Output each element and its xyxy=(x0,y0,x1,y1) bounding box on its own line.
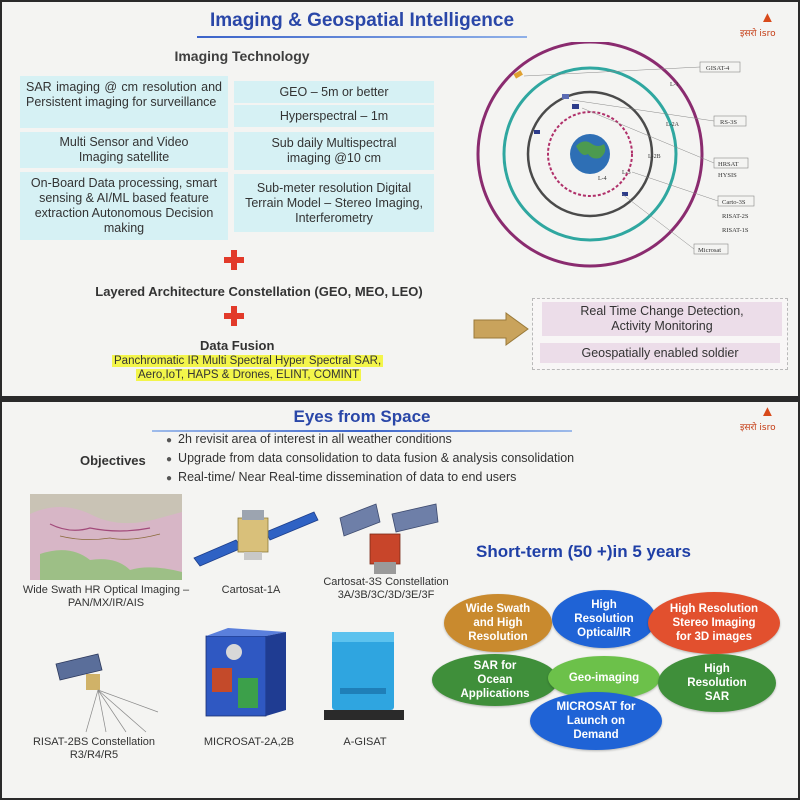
a-gisat-image xyxy=(320,628,408,724)
capability-box: Sub-meter resolution Digital Terrain Model – Stereo Imaging, Interferometry xyxy=(234,174,434,232)
section-title: Imaging Technology xyxy=(174,48,310,64)
short-term-heading: Short-term (50 +)in 5 years xyxy=(476,542,691,561)
capability-box: Sub daily Multispectral imaging @10 cm xyxy=(234,132,434,170)
capability-ellipse-stereo: High Resolution Stereo Imaging for 3D images xyxy=(648,592,780,654)
layered-architecture: Layered Architecture Constellation (GEO, MEO, LEO) xyxy=(95,284,423,299)
objectives-label: Objectives xyxy=(80,453,146,468)
slide-title: Imaging & Geospatial Intelligence xyxy=(209,10,515,31)
orbit-label: RISAT-1S xyxy=(722,227,749,234)
orbit-label: RISAT-2S xyxy=(722,213,749,220)
capability-box: On-Board Data processing, smart sensing & AI/ML based feature extraction Autonomous Decision making xyxy=(20,172,228,240)
ring-label: L-3 xyxy=(622,170,631,176)
data-fusion-title: Data Fusion xyxy=(200,338,275,353)
capability-ellipse-hr-sar: High Resolution SAR xyxy=(658,654,776,712)
image-caption: RISAT-2BS Constellation R3/R4/R5 xyxy=(32,736,156,761)
image-caption: Cartosat-3S Constellation 3A/3B/3C/3D/3E/3F xyxy=(323,576,449,601)
orbit-label: Microsat xyxy=(698,247,722,254)
capability-box: GEO – 5m or better xyxy=(234,81,434,103)
outcome-box: Geospatially enabled soldier xyxy=(540,343,780,363)
india-map-image xyxy=(30,494,182,580)
plus-icon xyxy=(224,306,244,326)
orbit-label: GISAT-4 xyxy=(706,65,730,72)
right-arrow-icon xyxy=(472,312,530,346)
rocket-icon: ▲ xyxy=(760,403,775,420)
fusion-sources: Aero,IoT, HAPS & Drones, ELINT, COMINT xyxy=(138,369,360,381)
cartosat-1a-image xyxy=(190,504,322,576)
capability-ellipse-microsat: MICROSAT for Launch on Demand xyxy=(530,692,662,750)
objective-item: ● Upgrade from data consolidation to data fusion & analysis consolidation xyxy=(166,451,575,465)
capability-box: SAR imaging @ cm resolution and Persistent imaging for surveillance xyxy=(20,76,228,128)
orbit-diagram xyxy=(472,42,792,292)
image-caption: Cartosat-1A xyxy=(221,584,281,596)
satellite-icon xyxy=(534,130,540,134)
capability-ellipse-wide-swath: Wide Swath and High Resolution xyxy=(444,594,552,652)
orbit-label: HRSAT xyxy=(718,161,739,168)
satellite-icon xyxy=(622,192,628,196)
outcome-box: Real Time Change Detection, Activity Monitoring xyxy=(542,302,782,336)
ring-label: L-1 xyxy=(670,82,679,88)
capability-ellipse-optical-ir: High Resolution Optical/IR xyxy=(552,590,656,648)
bullet-icon: ● xyxy=(166,473,173,484)
orbit-label: Carto-3S xyxy=(722,199,746,206)
cartosat-3s-image xyxy=(326,500,446,582)
fusion-sources: Panchromatic IR Multi Spectral Hyper Spectral SAR, xyxy=(114,355,382,367)
objective-item: ● Real-time/ Near Real-time dissemination of data to end users xyxy=(166,470,517,484)
plus-icon xyxy=(224,250,244,270)
image-caption: MICROSAT-2A,2B xyxy=(203,736,295,748)
image-caption: Wide Swath HR Optical Imaging – PAN/MX/IR/AIS xyxy=(22,584,190,609)
isro-logo: ▲ इसरो isro xyxy=(740,403,776,433)
objective-item: ● 2h revisit area of interest in all weather conditions xyxy=(166,432,452,446)
rocket-icon: ▲ xyxy=(760,9,775,26)
capability-ellipse-sar-ocean: SAR for Ocean Applications xyxy=(432,654,558,706)
microsat-image xyxy=(198,628,290,726)
capability-box: Hyperspectral – 1m xyxy=(234,105,434,127)
image-caption: A-GISAT xyxy=(343,736,387,748)
orbit-label: HYSIS xyxy=(718,172,737,179)
capability-box: Multi Sensor and Video Imaging satellite xyxy=(20,132,228,168)
title-underline xyxy=(197,36,527,38)
bullet-icon: ● xyxy=(166,454,173,465)
capability-ellipse-geo-imaging: Geo-imaging xyxy=(548,656,660,700)
ring-label: L-2A xyxy=(666,122,679,128)
slide-imaging-geospatial xyxy=(2,2,798,396)
slide-title: Eyes from Space xyxy=(293,407,431,426)
satellite-icon xyxy=(572,104,579,109)
bullet-icon: ● xyxy=(166,435,173,446)
satellite-icon xyxy=(562,94,569,99)
isro-logo: ▲ इसरो isro xyxy=(740,9,776,39)
ring-label: L-4 xyxy=(598,176,607,182)
slide-eyes-from-space xyxy=(2,402,798,798)
ring-label: L-2B xyxy=(648,154,661,160)
orbit-label: RS-3S xyxy=(720,119,737,126)
risat-2bs-image xyxy=(46,652,166,734)
